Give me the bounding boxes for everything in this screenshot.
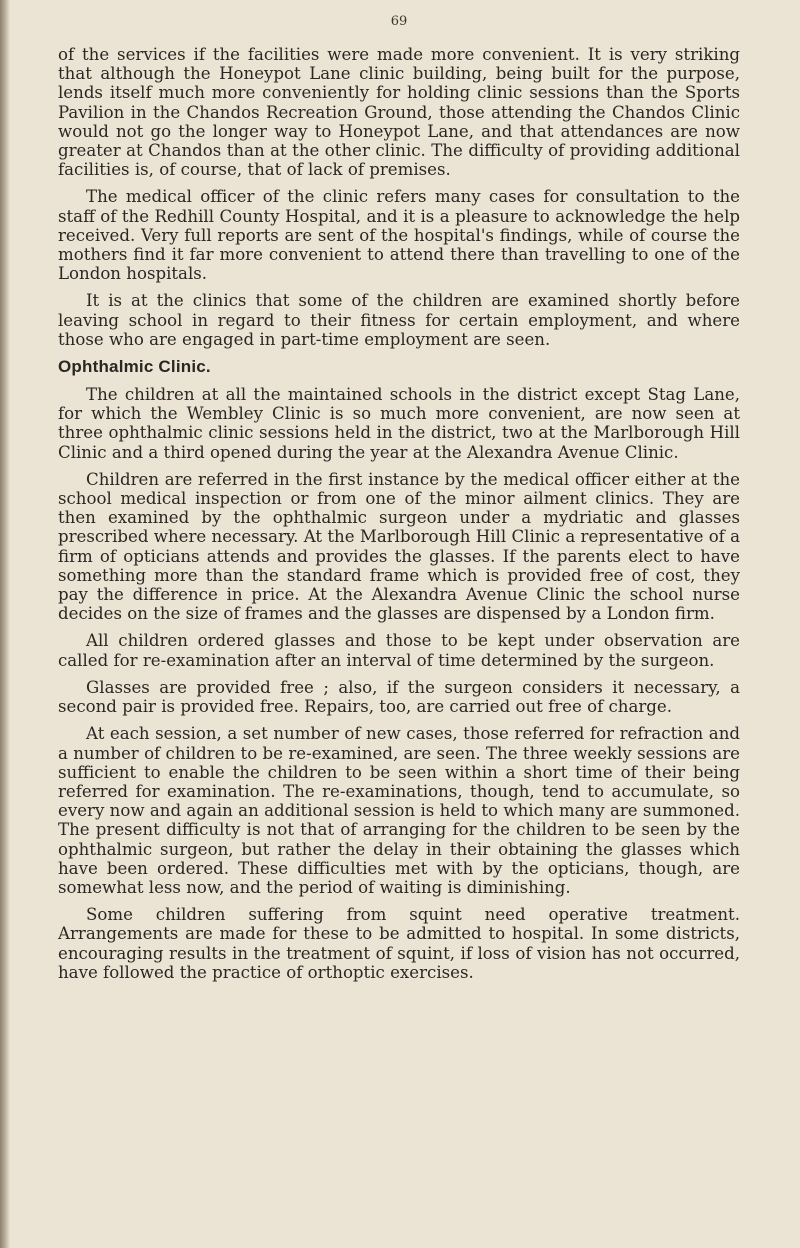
section-heading-ophthalmic-clinic: Ophthalmic Clinic. — [58, 357, 211, 377]
paragraph-squint-treatment: Some children suffering from squint need operative treatment. Arrangements are made for these to be admitted to hospital. In some districts, encouraging results in the treatment of squint, if loss of vision has not occurred, have followed the practice of orthoptic exercises. — [58, 905, 740, 982]
document-page — [58, 14, 740, 990]
paragraph-clinic-attendance: of the services if the facilities were made more convenient. It is very striking that although the Honeypot Lane clinic building, being built for the purpose, lends itself much more conveniently for holding clinic sessions than the Sports Pavilion in the Chandos Recreation Ground, those attending the Chandos Clinic would not go the longer way to Honeypot Lane, and that attendances are now greater at Chandos than at the other clinic. The difficulty of providing additional facilities is, of course, that of lack of premises. — [58, 45, 740, 180]
paragraph-re-examination: All children ordered glasses and those to be kept under observation are called for re-examination after an interval of time determined by the surgeon. — [58, 631, 740, 670]
paragraph-free-glasses: Glasses are provided free ; also, if the surgeon considers it necessary, a second pair is provided free. Repairs, too, are carried out free of charge. — [58, 677, 740, 717]
paragraph-hospital-referrals: The medical officer of the clinic refers many cases for consultation to the staff of the Redhill County Hospital, and it is a pleasure to acknowledge the help received. Very full reports are sent of the hospital's findings, while of course the mothers find it far more convenient to attend there than travelling to one of the London hospitals. — [58, 187, 740, 284]
paragraph-employment-examinations: It is at the clinics that some of the children are examined shortly before leaving school in regard to their fitness for certain employment, and where those who are engaged in part-time employment are seen. — [58, 291, 740, 349]
paragraph-ophthalmic-sessions: The children at all the maintained schools in the district except Stag Lane, for which the Wembley Clinic is so much more convenient, are now seen at three ophthalmic clinic sessions held in the district, two at the Marlborough Hill Clinic and a third opened during the year at the Alexandra Avenue Clinic. — [58, 385, 740, 462]
page-number: 69 — [390, 14, 408, 29]
paragraph-referral-process: Children are referred in the first instance by the medical officer either at the school medical inspection or from one of the minor ailment clinics. They are then examined by the ophthalmic surgeon under a mydriatic and glasses prescribed where necessary. At the Marlborough Hill Clinic a representative of a firm of opticians attends and provides the glasses. If the parents elect to have something more than the standard frame which is provided free of cost, they pay the difference in price. At the Alexandra Avenue Clinic the school nurse decides on the size of frames and the glasses are dispensed by a London firm. — [58, 469, 740, 624]
paragraph-session-capacity: At each session, a set number of new cases, those referred for refraction and a number of children to be re-examined, are seen. The three weekly sessions are sufficient to enable the children to be seen within a short time of their being referred for examination. The re-examinations, though, tend to accumulate, so every now and again an additional session is held to which many are summoned. The present difficulty is not that of arranging for the children to be seen by the ophthalmic surgeon, but rather the delay in their obtaining the glasses which have been ordered. These difficulties met with by the opticians, though, are somewhat less now, and the period of waiting is diminishing. — [58, 724, 740, 897]
binding-edge — [0, 0, 10, 1248]
